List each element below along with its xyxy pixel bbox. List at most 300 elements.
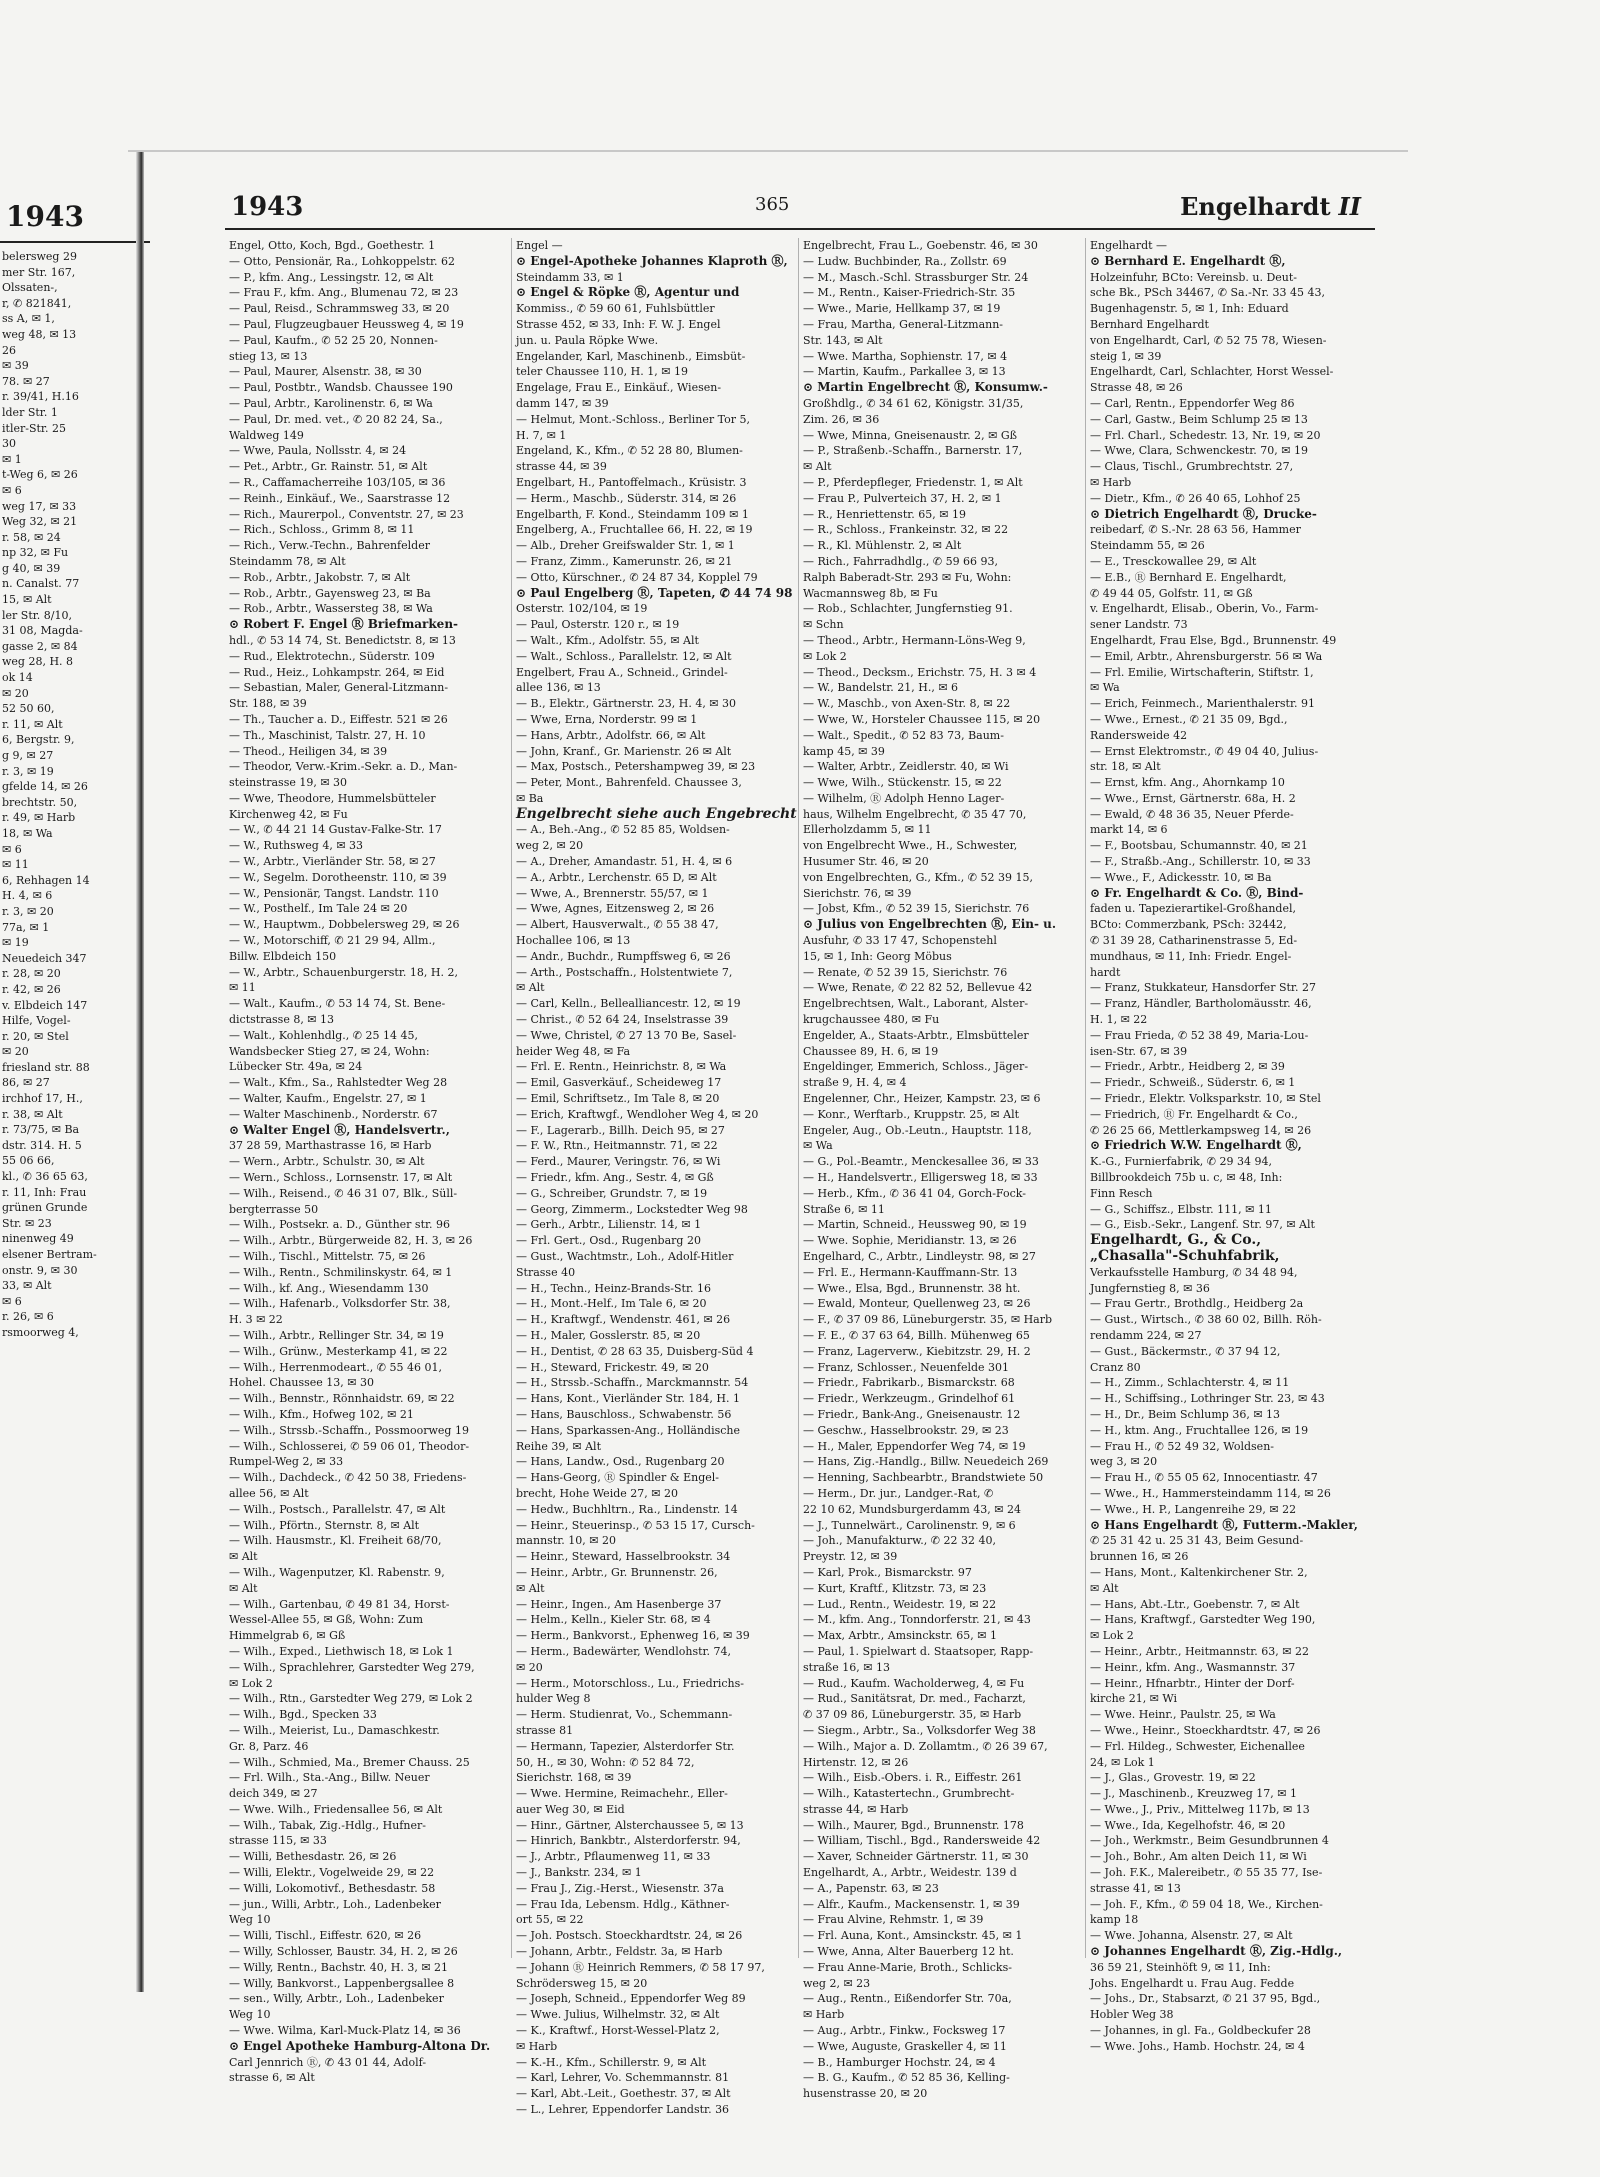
directory-entry: krugchaussee 480, ✉ Fu [803, 1013, 940, 1027]
directory-entry: — Rud., Elektrotechn., Süderstr. 109 [229, 649, 435, 663]
directory-entry: — W., Bandelstr. 21, H., ✉ 6 [803, 681, 959, 695]
directory-entry: — Emil, Schriftsetz., Im Tale 8, ✉ 20 [516, 1092, 720, 1106]
directory-entry: — Wwe., Elsa, Bgd., Brunnenstr. 38 ht. [803, 1281, 1021, 1295]
directory-entry: — Hans, Bauschloss., Schwabenstr. 56 [516, 1407, 732, 1421]
running-head-volume: II [1338, 192, 1361, 221]
directory-entry: ✉ 20 [516, 1660, 543, 1674]
page-header [225, 188, 1375, 230]
directory-entry: — Sebastian, Maler, General-Litzmann- [229, 681, 449, 695]
directory-entry: — Theod., Heiligen 34, ✉ 39 [229, 744, 388, 758]
directory-entry: — Walt., Kfm., Adolfstr. 55, ✉ Alt [516, 633, 699, 647]
directory-entry: — Wilh., Postsch., Parallelstr. 47, ✉ Alt [229, 1502, 446, 1516]
directory-entry: — Franz, Schlosser., Neuenfelde 301 [803, 1360, 1010, 1374]
directory-entry: — Frl. Charl., Schedestr. 13, Nr. 19, ✉ 20 [1090, 428, 1321, 442]
directory-entry: — Gust., Wachtmstr., Loh., Adolf-Hitler [516, 1250, 734, 1263]
directory-entry: 24, ✉ Lok 1 [1090, 1755, 1155, 1769]
directory-entry: „Chasalla"-Schuhfabrik, [1090, 1248, 1280, 1264]
directory-entry: — H., Steward, Frickestr. 49, ✉ 20 [516, 1360, 709, 1374]
directory-entry: — Christ., ✆ 52 64 24, Inselstrasse 39 [516, 1013, 729, 1027]
directory-entry: — Wilh., Meierist, Lu., Damaschkestr. [229, 1723, 440, 1737]
directory-entry: ✆ 26 25 66, Mettlerkampsweg 14, ✉ 26 [1090, 1123, 1312, 1137]
directory-entry: — Wwe. Martha, Sophienstr. 17, ✉ 4 [803, 349, 1008, 363]
directory-entry: — Johs., Dr., Stabsarzt, ✆ 21 37 95, Bgd., [1090, 1992, 1321, 2006]
directory-entry: — Claus, Tischl., Grumbrechtstr. 27, [1090, 460, 1294, 474]
directory-entry: — R., Schloss., Frankeinstr. 32, ✉ 22 [803, 523, 1009, 537]
directory-entry: faden u. Tapezierartikel-Großhandel, [1090, 902, 1296, 916]
directory-entry: — Wilh., Exped., Liethwisch 18, ✉ Lok 1 [229, 1644, 454, 1658]
directory-entry: — Paul, Arbtr., Karolinenstr. 6, ✉ Wa [229, 396, 433, 410]
directory-entry: — Walt., Schloss., Parallelstr. 12, ✉ Alt [516, 649, 732, 663]
directory-entry: — A., Papenstr. 63, ✉ 23 [803, 1881, 939, 1895]
directory-entry: — Hans, Zig.-Handlg., Billw. Neuedeich 269 [803, 1455, 1049, 1469]
directory-entry: — Herb., Kfm., ✆ 36 41 04, Gorch-Fock- [803, 1186, 1026, 1200]
directory-entry: — Hans, Kont., Vierländer Str. 184, H. 1 [516, 1392, 740, 1406]
directory-entry: — M., Masch.-Schl. Strassburger Str. 24 [803, 270, 1029, 284]
fragment-line: 33, ✉ Alt [2, 1279, 52, 1293]
directory-entry: Steindamm 78, ✉ Alt [229, 554, 346, 568]
directory-entry: ✉ Ba [516, 791, 544, 805]
directory-entry: — Renate, ✆ 52 39 15, Sierichstr. 76 [803, 965, 1008, 979]
directory-entry: — John, Kranf., Gr. Marienstr. 26 ✉ Alt [516, 744, 732, 758]
directory-entry: Engelbert, Frau A., Schneid., Grindel- [516, 665, 728, 679]
directory-entry: — Hans, Abt.-Ltr., Goebenstr. 7, ✉ Alt [1090, 1597, 1300, 1611]
directory-entry: Himmelgrab 6, ✉ Gß [229, 1629, 346, 1643]
directory-entry: — Wilh., Bgd., Specken 33 [229, 1708, 377, 1722]
directory-entry: — W., Pensionär, Tangst. Landstr. 110 [229, 886, 439, 900]
directory-entry: — Herm., Badewärter, Wendlohstr. 74, [516, 1644, 732, 1658]
fragment-line: gasse 2, ✉ 84 [2, 639, 78, 653]
directory-entry: — Theodor, Verw.-Krim.-Sekr. a. D., Man- [229, 760, 458, 774]
directory-entry: Engelhardt, A., Arbtr., Weidestr. 139 d [803, 1866, 1017, 1880]
directory-entry: ⊙ Engel Apotheke Hamburg-Altona Dr. [229, 2038, 491, 2053]
directory-entry: weg 3, ✉ 20 [1090, 1455, 1158, 1469]
fragment-line: friesland str. 88 [2, 1060, 90, 1074]
fragment-line: ✉ 1 [2, 452, 22, 466]
directory-entry: Bugenhagenstr. 5, ✉ 1, Inh: Eduard [1090, 302, 1289, 316]
directory-entry: — Wilh., Rtn., Garstedter Weg 279, ✉ Lok 2 [229, 1692, 473, 1706]
directory-entry: — W., ✆ 44 21 14 Gustav-Falke-Str. 17 [229, 823, 442, 837]
directory-entry: ✉ Alt [516, 981, 545, 995]
fragment-line: ✉ 19 [2, 936, 29, 950]
directory-entry: — Paul, 1. Spielwart d. Staatsoper, Rapp- [803, 1644, 1034, 1658]
directory-entry: — Willy, Schlosser, Baustr. 34, H. 2, ✉ 26 [229, 1945, 458, 1959]
directory-entry: ort 55, ✉ 22 [516, 1913, 584, 1927]
directory-entry: Engelhardt — [1090, 239, 1168, 252]
directory-entry: — E.B., Ⓡ Bernhard E. Engelhardt, [1090, 570, 1287, 584]
directory-entry: ✆ 49 44 05, Golfstr. 11, ✉ Gß [1090, 586, 1253, 600]
directory-entry: Billw. Elbdeich 150 [229, 949, 337, 963]
fragment-line: r. 38, ✉ Alt [2, 1107, 63, 1121]
fragment-line: g 40, ✉ 39 [2, 561, 61, 575]
fragment-line: r. 3, ✉ 19 [2, 764, 54, 778]
directory-entry: — Wwe., Heinr., Stoeckhardtstr. 47, ✉ 26 [1090, 1723, 1321, 1737]
directory-entry: — Wwe. Heinr., Paulstr. 25, ✉ Wa [1090, 1708, 1276, 1722]
fragment-line: weg 48, ✉ 13 [2, 327, 77, 341]
directory-entry: Engelhardt, Carl, Schlachter, Horst Wessel- [1090, 365, 1334, 379]
directory-entry: — Johann Ⓡ Heinrich Remmers, ✆ 58 17 97, [516, 1960, 765, 1974]
directory-entry: Engelhardt, Frau Else, Bgd., Brunnenstr. 49 [1090, 633, 1337, 647]
directory-entry: strasse 44, ✉ 39 [516, 460, 607, 474]
directory-entry: — Friedr., Elektr. Volksparkstr. 10, ✉ Stel [1090, 1092, 1321, 1106]
directory-entry: 50, H., ✉ 30, Wohn: ✆ 52 84 72, [516, 1755, 695, 1769]
directory-entry: — Frl. E. Rentn., Heinrichstr. 8, ✉ Wa [516, 1060, 727, 1074]
directory-entry: — Xaver, Schneider Gärtnerstr. 11, ✉ 30 [803, 1850, 1029, 1864]
directory-entry: — Hans, Sparkassen-Ang., Holländische [516, 1423, 741, 1437]
directory-column-2 [512, 238, 799, 2117]
directory-entry: — Dietr., Kfm., ✆ 26 40 65, Lohhof 25 [1090, 491, 1301, 505]
fragment-line: ss A, ✉ 1, [2, 312, 55, 326]
directory-entry: — Friedr., Fabrikarb., Bismarckstr. 68 [803, 1376, 1015, 1390]
directory-entry: — Wilh., Grünw., Mesterkamp 41, ✉ 22 [229, 1344, 448, 1358]
directory-entry: — Walt., Kaufm., ✆ 53 14 74, St. Bene- [229, 997, 446, 1011]
fragment-line: g 9, ✉ 27 [2, 749, 54, 762]
directory-column-3 [799, 238, 1086, 2101]
directory-entry: Str. 143, ✉ Alt [803, 333, 883, 347]
directory-entry: Holzeinfuhr, BCto: Vereinsb. u. Deut- [1090, 270, 1297, 284]
directory-entry: — Wern., Arbtr., Schulstr. 30, ✉ Alt [229, 1155, 425, 1169]
directory-entry: — W., Segelm. Dorotheenstr. 110, ✉ 39 [229, 870, 447, 884]
directory-entry: H. 1, ✉ 22 [1090, 1013, 1148, 1027]
directory-entry: Strasse 48, ✉ 26 [1090, 381, 1183, 395]
directory-entry: — Wwe., Marie, Hellkamp 37, ✉ 19 [803, 302, 1001, 316]
fragment-line: np 32, ✉ Fu [2, 546, 69, 560]
directory-entry: K.-G., Furnierfabrik, ✆ 29 34 94, [1090, 1155, 1272, 1169]
directory-entry: Sierichstr. 168, ✉ 39 [516, 1771, 632, 1785]
directory-entry: — William, Tischl., Bgd., Randersweide 42 [803, 1834, 1041, 1848]
directory-entry: — F., ✆ 37 09 86, Lüneburgerstr. 35, ✉ Harb [803, 1313, 1053, 1327]
directory-entry: — M., kfm. Ang., Tonndorferstr. 21, ✉ 43 [803, 1613, 1031, 1627]
directory-entry: Hobler Weg 38 [1090, 2008, 1174, 2022]
fragment-line: 55 06 66, [2, 1154, 55, 1168]
directory-entry: kirche 21, ✉ Wi [1090, 1692, 1178, 1706]
directory-entry: Steindamm 33, ✉ 1 [516, 270, 624, 284]
directory-entry: — Th., Maschinist, Talstr. 27, H. 10 [229, 728, 426, 742]
directory-entry: — Arth., Postschaffn., Holstentwiete 7, [516, 965, 733, 979]
directory-entry: — Carl, Kelln., Bellealliancestr. 12, ✉ 19 [516, 997, 741, 1011]
directory-entry: — H., Zimm., Schlachterstr. 4, ✉ 11 [1090, 1376, 1290, 1390]
directory-entry: kamp 18 [1090, 1913, 1139, 1927]
directory-entry: sche Bk., PSch 34467, ✆ Sa.-Nr. 33 45 43, [1090, 286, 1325, 300]
directory-entry: — H., Strssb.-Schaffn., Marckmannstr. 54 [516, 1376, 749, 1390]
directory-entry: — B., Elektr., Gärtnerstr. 23, H. 4, ✉ 30 [516, 697, 737, 711]
directory-entry: — Rich., Maurerpol., Conventstr. 27, ✉ 23 [229, 507, 464, 521]
directory-entry: 22 10 62, Mundsburgerdamm 43, ✉ 24 [803, 1502, 1021, 1516]
directory-entry: — W., Maschb., von Axen-Str. 8, ✉ 22 [803, 697, 1011, 711]
directory-entry: — P., Pferdepfleger, Friedenstr. 1, ✉ Alt [803, 475, 1023, 489]
directory-entry: — Wwe., Ernest., ✆ 21 35 09, Bgd., [1090, 712, 1288, 726]
directory-entry: — Joh. F.K., Malereibetr., ✆ 55 35 77, Ise- [1090, 1866, 1323, 1880]
directory-entry: — Wwe. Wilh., Friedensallee 56, ✉ Alt [229, 1802, 443, 1816]
directory-entry: strasse 41, ✉ 13 [1090, 1881, 1181, 1895]
directory-entry: — Wilh., Strssb.-Schaffn., Possmoorweg 19 [229, 1423, 469, 1437]
directory-entry: Carl Jennrich Ⓡ, ✆ 43 01 44, Adolf- [229, 2055, 427, 2069]
fragment-line: irchhof 17, H., [2, 1092, 83, 1106]
directory-entry: ⊙ Walter Engel Ⓡ, Handelsvertr., [229, 1122, 450, 1137]
directory-entry: — Theod., Decksm., Erichstr. 75, H. 3 ✉ 4 [803, 665, 1037, 679]
directory-entry: — Wilh. Hausmstr., Kl. Freiheit 68/70, [229, 1534, 442, 1548]
fragment-line: ok 14 [2, 671, 33, 685]
directory-entry: — Gust., Bäckermstr., ✆ 37 94 12, [1090, 1344, 1281, 1358]
fragment-line: 6, Bergstr. 9, [2, 733, 75, 747]
directory-entry: Rumpel-Weg 2, ✉ 33 [229, 1455, 344, 1469]
directory-entry: — H., Dentist, ✆ 28 63 35, Duisberg-Süd 4 [516, 1344, 754, 1358]
directory-entry: — Walt., Spedit., ✆ 52 83 73, Baum- [803, 728, 1004, 742]
directory-entry: — Ernst Elektromstr., ✆ 49 04 40, Julius- [1090, 744, 1319, 758]
directory-entry: Husumer Str. 46, ✉ 20 [803, 855, 929, 869]
directory-entry: — Friedrich, Ⓡ Fr. Engelhardt & Co., [1090, 1107, 1298, 1121]
directory-entry: — Franz, Zimm., Kamerunstr. 26, ✉ 21 [516, 554, 733, 568]
directory-entry: — Wilh., Rentn., Schmilinskystr. 64, ✉ 1 [229, 1265, 453, 1279]
fragment-line: onstr. 9, ✉ 30 [2, 1263, 78, 1277]
fragment-line: t-Weg 6, ✉ 26 [2, 468, 78, 482]
directory-entry: — Walter, Arbtr., Zeidlerstr. 40, ✉ Wi [803, 760, 1009, 774]
directory-column-4 [1086, 238, 1373, 2053]
directory-entry: — Wwe, Auguste, Graskeller 4, ✉ 11 [803, 2039, 1007, 2053]
directory-entry: steig 1, ✉ 39 [1090, 349, 1162, 363]
directory-entry: — Wwe., Ernst, Gärtnerstr. 68a, H. 2 [1090, 791, 1296, 805]
directory-entry: str. 18, ✉ Alt [1090, 760, 1161, 774]
directory-entry: — Walt., Kohlenhdlg., ✆ 25 14 45, [229, 1028, 418, 1042]
directory-entry: Sierichstr. 76, ✉ 39 [803, 886, 912, 900]
directory-entry: — Kurt, Kraftf., Klitzstr. 73, ✉ 23 [803, 1581, 987, 1595]
directory-entry: — Paul, Reisd., Schrammsweg 33, ✉ 20 [229, 302, 450, 316]
directory-entry: — Erich, Kraftwgf., Wendloher Weg 4, ✉ 20 [516, 1107, 759, 1121]
directory-entry: — Rich., Fahrradhdlg., ✆ 59 66 93, [803, 554, 999, 568]
directory-entry: ✉ Alt [229, 1550, 258, 1564]
directory-entry: — W., Motorschiff, ✆ 21 29 94, Allm., [229, 934, 436, 948]
directory-entry: Waldweg 149 [229, 428, 304, 442]
fragment-line: 26 [2, 343, 16, 357]
directory-entry: ✉ Harb [1090, 475, 1132, 489]
directory-entry: Weg 10 [229, 2008, 271, 2022]
fragment-line: 77a, ✉ 1 [2, 920, 50, 934]
directory-entry: H. 3 ✉ 22 [229, 1313, 283, 1327]
directory-entry: Engelbrechtsen, Walt., Laborant, Alster- [803, 997, 1029, 1011]
directory-entry: — Friedr., Bank-Ang., Gneisenaustr. 12 [803, 1407, 1021, 1421]
directory-entry: — Rich., Verw.-Techn., Bahrenfelder [229, 539, 430, 553]
directory-entry: — Hans-Georg, Ⓡ Spindler & Engel- [516, 1471, 719, 1485]
directory-entry: sener Landstr. 73 [1090, 618, 1188, 632]
directory-entry: — K.-H., Kfm., Schillerstr. 9, ✉ Alt [516, 2055, 707, 2069]
directory-entry: — Siegm., Arbtr., Sa., Volksdorfer Weg 38 [803, 1723, 1036, 1737]
fragment-line: rsmoorweg 4, [2, 1325, 79, 1339]
directory-entry: — Wwe, Clara, Schwenckestr. 70, ✉ 19 [1090, 444, 1308, 458]
directory-entry: — Wwe. Sophie, Meridianstr. 13, ✉ 26 [803, 1234, 1017, 1248]
fragment-line: H. 4, ✉ 6 [2, 889, 53, 903]
directory-entry: allee 136, ✉ 13 [516, 681, 601, 695]
directory-entry: Preystr. 12, ✉ 39 [803, 1550, 898, 1564]
directory-entry: — Martin, Kaufm., Parkallee 3, ✉ 13 [803, 365, 1006, 379]
directory-entry: steinstrasse 19, ✉ 30 [229, 776, 348, 790]
directory-entry: Schrödersweg 15, ✉ 20 [516, 1976, 648, 1990]
directory-entry: — Paul, Dr. med. vet., ✆ 20 82 24, Sa., [229, 412, 443, 426]
fragment-line: weg 17, ✉ 33 [2, 499, 77, 513]
directory-entry: — H., Maler, Eppendorfer Weg 74, ✉ 19 [803, 1439, 1026, 1453]
fragment-line: belersweg 29 [2, 250, 77, 263]
directory-entry: — J., Maschinenb., Kreuzweg 17, ✉ 1 [1090, 1787, 1298, 1801]
directory-entry: — Heinr., Ingen., Am Hasenberge 37 [516, 1597, 722, 1611]
directory-entry: — Herm., Dr. jur., Landger.-Rat, ✆ [803, 1486, 994, 1500]
directory-entry: Ausfuhr, ✆ 33 17 47, Schopenstehl [803, 934, 997, 948]
directory-entry: — Wilh., Postsekr. a. D., Günther str. 96 [229, 1218, 451, 1232]
fragment-line: Olssaten-, [2, 281, 58, 295]
fragment-line: r. 20, ✉ Stel [2, 1029, 69, 1043]
directory-entry: — Frau F., kfm. Ang., Blumenau 72, ✉ 23 [229, 286, 459, 300]
fragment-line: ✉ 6 [2, 1294, 22, 1308]
directory-entry: — Aug., Arbtr., Finkw., Focksweg 17 [803, 2024, 1006, 2038]
directory-entry: — H., Handelsvertr., Elligersweg 18, ✉ 33 [803, 1171, 1038, 1185]
directory-entry: Engelhardt, G., & Co., [1090, 1232, 1262, 1249]
directory-entry: — Wilh., Eisb.-Obers. i. R., Eiffestr. 261 [803, 1771, 1023, 1785]
directory-entry: Engelage, Frau E., Einkäuf., Wiesen- [516, 381, 722, 395]
directory-entry: ⊙ Robert F. Engel Ⓡ Briefmarken- [229, 617, 459, 632]
directory-entry: — Friedr., kfm. Ang., Sestr. 4, ✉ Gß [516, 1171, 714, 1185]
directory-entry: H. 7, ✉ 1 [516, 428, 567, 442]
directory-entry: — P., Straßenb.-Schaffn., Barnerstr. 17, [803, 444, 1023, 458]
directory-entry: — Frau P., Pulverteich 37, H. 2, ✉ 1 [803, 491, 1002, 505]
directory-entry: — Frl. Wilh., Sta.-Ang., Billw. Neuer [229, 1771, 430, 1785]
directory-entry: — Rud., Kaufm. Wacholderweg, 4, ✉ Fu [803, 1676, 1025, 1690]
directory-entry: ✆ 25 31 42 u. 25 31 43, Beim Gesund- [1090, 1534, 1304, 1548]
directory-entry: — A., Dreher, Amandastr. 51, H. 4, ✉ 6 [516, 855, 733, 869]
directory-entry: dictstrasse 8, ✉ 13 [229, 1013, 335, 1027]
directory-entry: straße 9, H. 4, ✉ 4 [803, 1076, 907, 1090]
directory-entry: Großhdlg., ✆ 34 61 62, Königstr. 31/35, [803, 396, 1024, 410]
directory-entry: Engelenner, Chr., Heizer, Kampstr. 23, ✉ 6 [803, 1092, 1041, 1106]
directory-entry: Jungfernstieg 8, ✉ 36 [1090, 1281, 1210, 1295]
directory-entry: v. Engelhardt, Elisab., Oberin, Vo., Farm- [1090, 602, 1319, 616]
directory-entry: — Rich., Schloss., Grimm 8, ✉ 11 [229, 523, 415, 537]
directory-entry: — Rob., Arbtr., Wassersteg 38, ✉ Wa [229, 602, 433, 616]
directory-entry: — Joh. Postsch. Stoeckhardtstr. 24, ✉ 26 [516, 1929, 743, 1943]
running-head [1180, 192, 1361, 221]
directory-entry: — G., Schreiber, Grundstr. 7, ✉ 19 [516, 1186, 708, 1200]
directory-entry: — Helmut, Mont.-Schloss., Berliner Tor 5, [516, 412, 750, 426]
directory-entry: — W., Arbtr., Schauenburgerstr. 18, H. 2, [229, 965, 458, 979]
directory-entry: — Theod., Arbtr., Hermann-Löns-Weg 9, [803, 633, 1026, 647]
directory-entry: hardt [1090, 965, 1121, 979]
directory-entry: — Ernst, kfm. Ang., Ahornkamp 10 [1090, 776, 1285, 790]
directory-entry: kamp 45, ✉ 39 [803, 744, 885, 758]
fragment-line: brechtstr. 50, [2, 795, 78, 809]
directory-entry: — Wilh., Bennstr., Rönnhaidstr. 69, ✉ 22 [229, 1392, 455, 1406]
directory-entry: Engelberg, A., Fruchtallee 66, H. 22, ✉ 19 [516, 523, 753, 537]
directory-entry: — Hinrich, Bankbtr., Alsterdorferstr. 94, [516, 1834, 741, 1848]
directory-entry: — Wwe. Johanna, Alsenstr. 27, ✉ Alt [1090, 1929, 1293, 1943]
directory-entry: weg 2, ✉ 23 [803, 1976, 871, 1990]
directory-entry: ⊙ Johannes Engelhardt Ⓡ, Zig.-Hdlg., [1090, 1944, 1343, 1959]
directory-entry: — Wwe, Anna, Alter Bauerberg 12 ht. [803, 1945, 1014, 1959]
directory-entry: — Wwe., H., Hammersteindamm 114, ✉ 26 [1090, 1486, 1331, 1500]
directory-entry: Billbrookdeich 75b u. c, ✉ 48, Inh: [1090, 1171, 1283, 1185]
directory-entry: — E., Tresckowallee 29, ✉ Alt [1090, 554, 1257, 568]
directory-entry: Engelbart, H., Pantoffelmach., Krüsistr. 3 [516, 475, 747, 489]
directory-entry: ⊙ Fr. Engelhardt & Co. Ⓡ, Bind- [1090, 885, 1304, 900]
directory-entry: Engeldinger, Emmerich, Schloss., Jäger- [803, 1060, 1029, 1074]
directory-entry: — Frau Gertr., Brothdlg., Heidberg 2a [1090, 1297, 1304, 1311]
directory-entry: — J., Bankstr. 234, ✉ 1 [516, 1866, 642, 1880]
directory-entry: — Rob., Schlachter, Jungfernstieg 91. [803, 602, 1013, 616]
directory-entry: ⊙ Martin Engelbrecht Ⓡ, Konsumw.- [803, 380, 1048, 395]
directory-entry: — F. E., ✆ 37 63 64, Billh. Mühenweg 65 [803, 1328, 1030, 1342]
fragment-line: itler-Str. 25 [2, 421, 66, 435]
directory-entry: — Carl, Gastw., Beim Schlump 25 ✉ 13 [1090, 412, 1308, 426]
directory-entry: — Gerh., Arbtr., Lilienstr. 14, ✉ 1 [516, 1218, 702, 1232]
directory-entry: — Heinr., kfm. Ang., Wasmannstr. 37 [1090, 1660, 1296, 1674]
directory-entry: — Wilh., Kfm., Hofweg 102, ✉ 21 [229, 1407, 414, 1421]
directory-entry: — Gust., Wirtsch., ✆ 38 60 02, Billh. Röh- [1090, 1313, 1322, 1327]
directory-entry: — Herm., Maschb., Süderstr. 314, ✉ 26 [516, 491, 737, 505]
directory-entry: ✉ Lok 2 [1090, 1629, 1134, 1643]
directory-entry: — Wilh., Wagenputzer, Kl. Rabenstr. 9, [229, 1565, 445, 1579]
directory-entry: — Willi, Bethesdastr. 26, ✉ 26 [229, 1850, 397, 1864]
directory-entry: 36 59 21, Steinhöft 9, ✉ 11, Inh: [1090, 1960, 1271, 1974]
directory-entry: Reihe 39, ✉ Alt [516, 1439, 601, 1453]
directory-entry: — Frau, Martha, General-Litzmann- [803, 317, 1004, 331]
directory-entry: — Joh. F., Kfm., ✆ 59 04 18, We., Kirchen- [1090, 1897, 1323, 1911]
directory-entry: damm 147, ✉ 39 [516, 396, 609, 410]
directory-entry: — Walter, Kaufm., Engelstr. 27, ✉ 1 [229, 1092, 427, 1106]
fragment-line: r. 3, ✉ 20 [2, 904, 54, 918]
fragment-line: r. 28, ✉ 20 [2, 967, 61, 981]
fragment-line: v. Elbdeich 147 [2, 998, 88, 1012]
directory-entry: — W., Posthelf., Im Tale 24 ✉ 20 [229, 902, 408, 916]
directory-entry: — W., Ruthsweg 4, ✉ 33 [229, 839, 364, 853]
directory-entry: — Wwe, A., Brennerstr. 55/57, ✉ 1 [516, 886, 709, 900]
directory-entry: ✉ Harb [803, 2008, 845, 2022]
directory-entry: — Hans, Kraftwgf., Garstedter Weg 190, [1090, 1613, 1316, 1627]
fragment-line: r, ✆ 821841, [2, 296, 72, 310]
directory-entry: Engeland, K., Kfm., ✆ 52 28 80, Blumen- [516, 444, 743, 458]
fragment-line: Neuedeich 347 [2, 951, 87, 965]
directory-columns [225, 238, 1375, 2117]
directory-entry: Kommiss., ✆ 59 60 61, Fuhlsbüttler [516, 302, 715, 316]
directory-entry: — Herm., Bankvorst., Ephenweg 16, ✉ 39 [516, 1629, 750, 1643]
directory-entry: — L., Lehrer, Eppendorfer Landstr. 36 [516, 2103, 730, 2117]
fragment-line: ninenweg 49 [2, 1232, 74, 1246]
directory-entry: — Willi, Lokomotivf., Bethesdastr. 58 [229, 1881, 436, 1895]
directory-entry: — Friedr., Werkzeugm., Grindelhof 61 [803, 1392, 1016, 1406]
fragment-line: r. 39/41, H.16 [2, 390, 79, 404]
directory-entry: — Heinr., Steuerinsp., ✆ 53 15 17, Cursch- [516, 1518, 755, 1532]
directory-entry: — Wilh., Sprachlehrer, Garstedter Weg 279, [229, 1660, 475, 1674]
directory-entry: brunnen 16, ✉ 26 [1090, 1550, 1189, 1564]
directory-entry: Engel — [516, 239, 563, 252]
directory-entry: — Frau Ida, Lebensm. Hdlg., Käthner- [516, 1897, 730, 1911]
directory-entry: — Wwe. Hermine, Reimachehr., Eller- [516, 1787, 728, 1801]
directory-entry: — Wilh., Gartenbau, ✆ 49 81 34, Horst- [229, 1597, 450, 1611]
directory-entry: — Wilh., Arbtr., Rellinger Str. 34, ✉ 19 [229, 1328, 444, 1342]
fragment-line: dstr. 314. H. 5 [2, 1138, 82, 1152]
directory-entry: von Engelhardt, Carl, ✆ 52 75 78, Wiesen- [1090, 333, 1327, 347]
directory-entry: — H., ktm. Ang., Fruchtallee 126, ✉ 19 [1090, 1423, 1309, 1437]
directory-entry: — Wilhelm, Ⓡ Adolph Henno Lager- [803, 791, 1005, 805]
fragment-line: 18, ✉ Wa [2, 826, 53, 840]
directory-entry: — Rud., Heiz., Lohkampstr. 264, ✉ Eid [229, 665, 445, 679]
running-head-surname: Engelhardt [1180, 192, 1331, 221]
directory-entry: — R., Kl. Mühlenstr. 2, ✉ Alt [803, 539, 962, 553]
directory-entry: auer Weg 30, ✉ Eid [516, 1802, 625, 1816]
directory-entry: Wessel-Allee 55, ✉ Gß, Wohn: Zum [229, 1613, 423, 1627]
directory-entry: ⊙ Bernhard E. Engelhardt Ⓡ, [1090, 253, 1286, 268]
directory-entry: — H., Schiffsing., Lothringer Str. 23, ✉ 43 [1090, 1392, 1325, 1406]
directory-entry: ✉ Schn [803, 618, 844, 632]
directory-entry: — W., Hauptwm., Dobbelersweg 29, ✉ 26 [229, 918, 460, 932]
directory-entry: — Pet., Arbtr., Gr. Rainstr. 51, ✉ Alt [229, 460, 428, 474]
fragment-line: 30 [2, 437, 16, 451]
directory-entry: Finn Resch [1090, 1186, 1153, 1200]
fragment-line: gfelde 14, ✉ 26 [2, 780, 88, 794]
